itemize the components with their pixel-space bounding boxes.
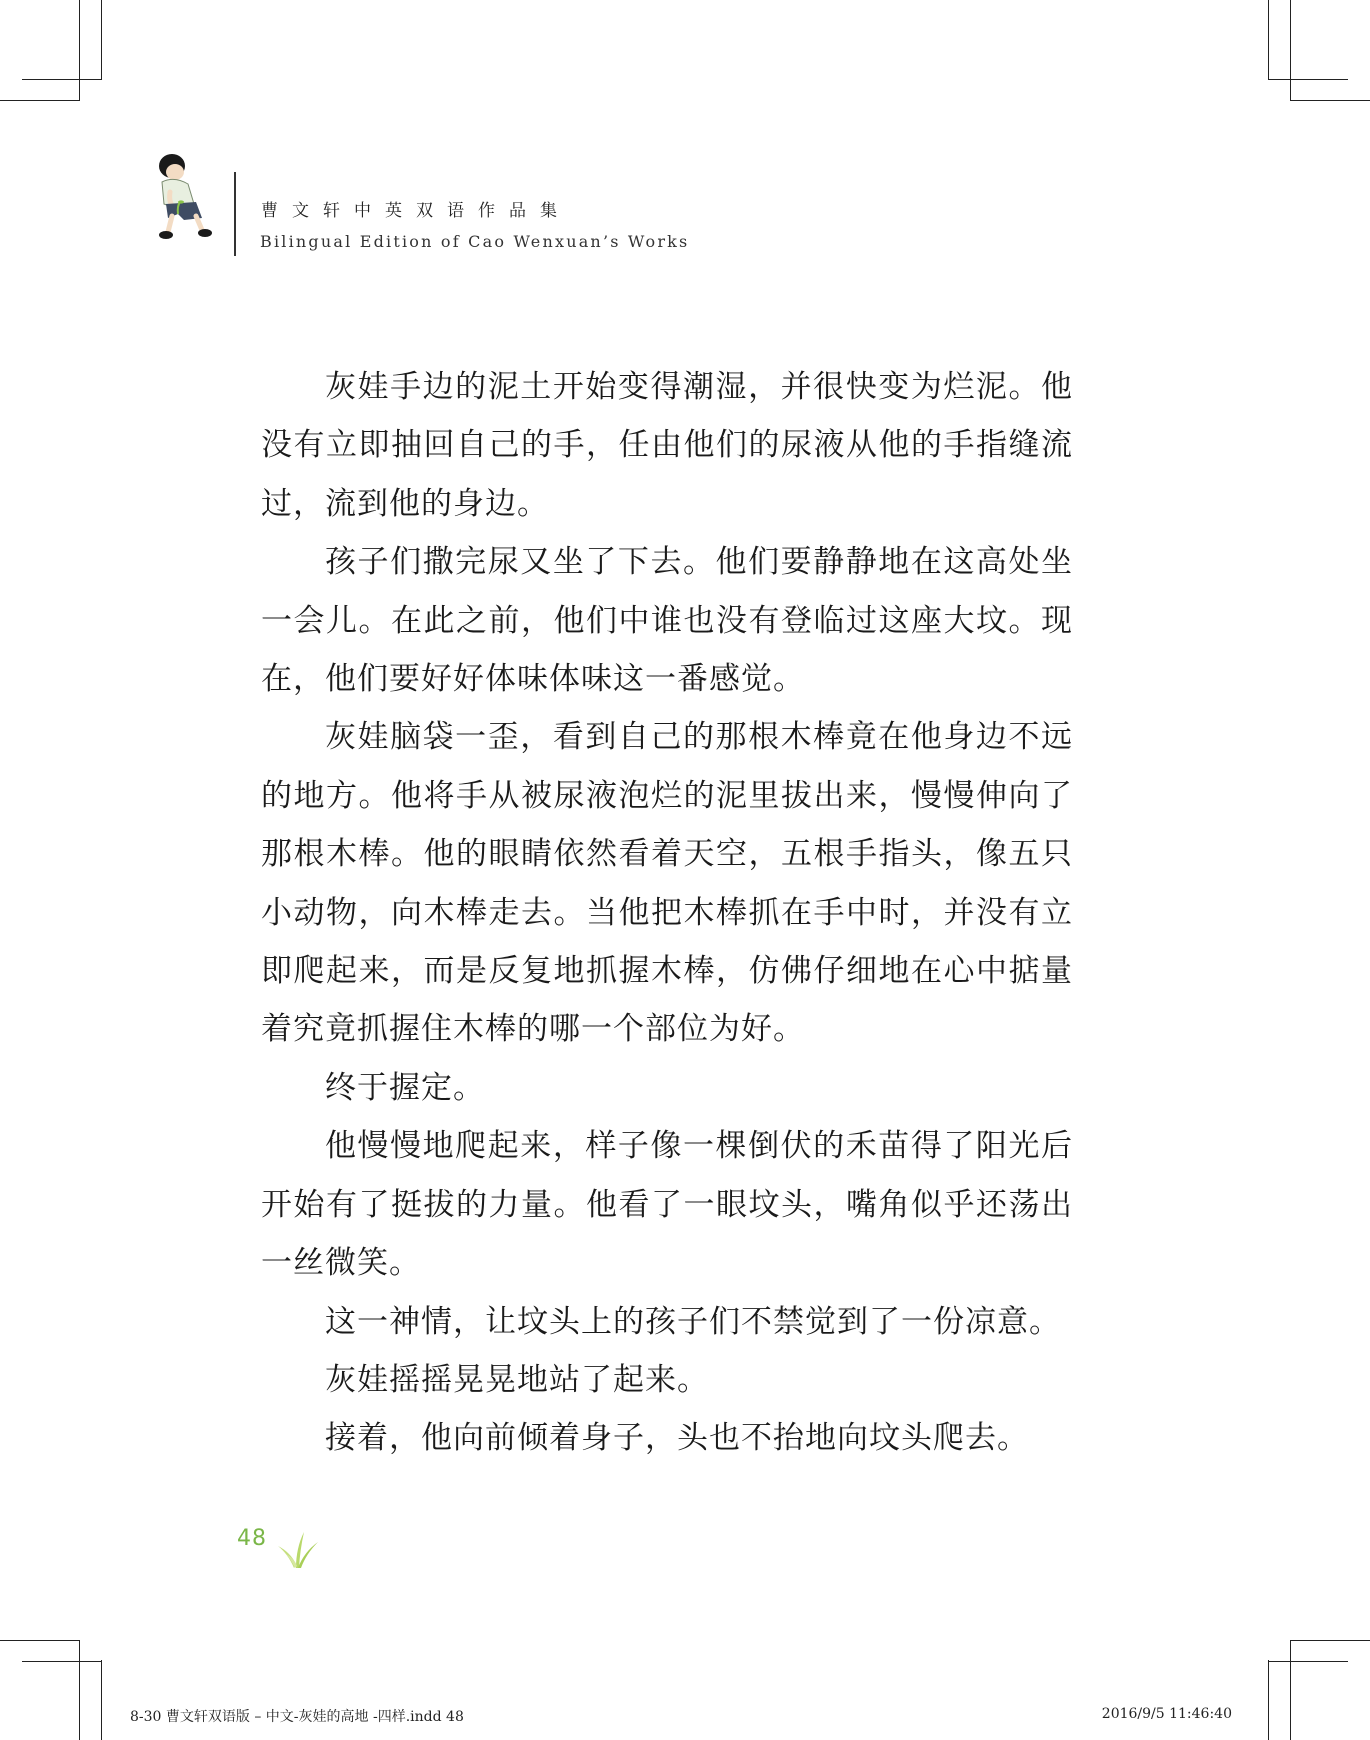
crop-mark [0,1640,80,1641]
grass-icon [274,1524,320,1570]
page-number: 48 [237,1526,267,1551]
crop-mark [79,1640,80,1740]
body-text [261,358,1073,1468]
crop-mark [101,0,102,80]
crop-mark [1268,0,1269,80]
series-title-chinese: 曹文轩中英双语作品集 [261,201,571,221]
crop-mark [22,1661,102,1662]
header-divider [234,172,236,256]
crop-mark [1290,0,1291,100]
crop-mark [1290,1640,1370,1641]
paragraph: 终于握定。 [325,1069,485,1106]
paragraph: 灰娃手边的泥土开始变得潮湿，并很快变为烂泥。他没有立即抽回自己的手，任由他们的尿液从他的手指缝流过，流到他的身边。 [261,369,1073,522]
crop-mark [22,79,102,80]
slug-timestamp: 2016/9/5 11:46:40 [1101,1706,1232,1722]
series-title-english: Bilingual Edition of Cao Wenxuan’s Works [260,232,690,251]
crop-mark [1268,79,1348,80]
crop-mark [1290,1640,1291,1740]
paragraph: 孩子们撒完尿又坐了下去。他们要静静地在这高处坐一会儿。在此之前，他们中谁也没有登临过这座大坟。现在，他们要好好体味体味这一番感觉。 [261,544,1073,698]
crop-mark [1290,100,1370,101]
paragraph: 灰娃摇摇晃晃地站了起来。 [325,1361,709,1398]
paragraph: 灰娃脑袋一歪，看到自己的那根木棒竟在他身边不远的地方。他将手从被尿液泡烂的泥里拔出来，慢慢伸向了那根木棒。他的眼睛依然看着天空，五根手指头，像五只小动物，向木棒走去。当他把木棒抓在手中时，并没有立即爬起来，而是反复地抓握木棒，仿佛仔细地在心中掂量着究竟抓握住木棒的哪一个部位为好。 [261,719,1073,1048]
paragraph: 接着，他向前倾着身子，头也不抬地向坟头爬去。 [325,1420,1029,1457]
crop-mark [79,0,80,100]
boy-figure-icon [148,152,220,242]
crop-mark [0,100,80,101]
paragraph: 他慢慢地爬起来，样子像一棵倒伏的禾苗得了阳光后开始有了挺拔的力量。他看了一眼坟头，嘴角似乎还荡出一丝微笑。 [261,1128,1073,1282]
crop-mark [101,1660,102,1740]
crop-mark [1268,1661,1348,1662]
slug-file-info: 8-30 曹文轩双语版 – 中文-灰娃的高地 -四样.indd 48 [130,1709,464,1725]
crop-mark [1268,1660,1269,1740]
paragraph: 这一神情，让坟头上的孩子们不禁觉到了一份凉意。 [325,1303,1061,1340]
